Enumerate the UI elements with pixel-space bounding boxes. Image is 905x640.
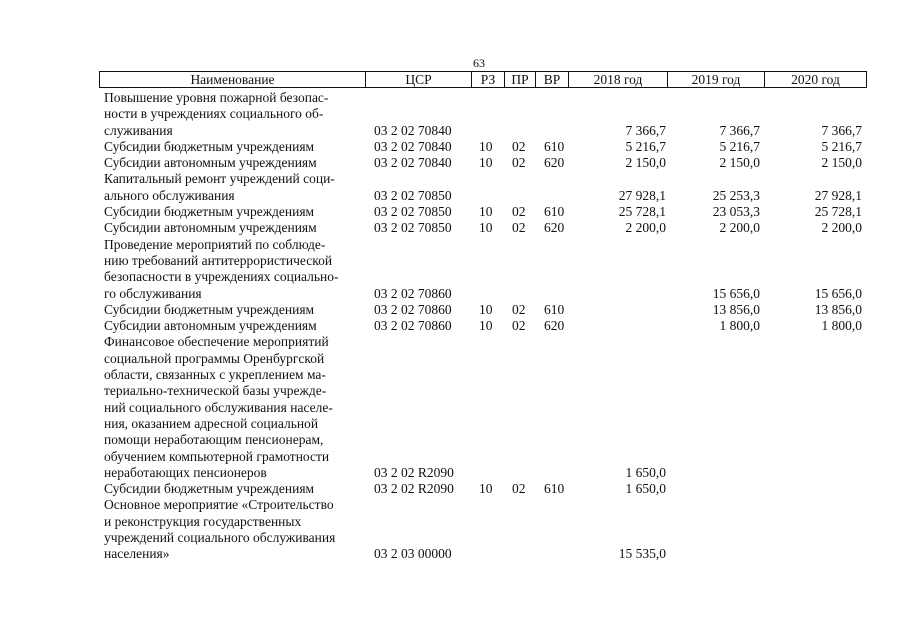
row-rz: 10 [479, 481, 493, 497]
row-pr: 02 [512, 318, 526, 334]
row-name [104, 318, 354, 334]
row-vr: 610 [544, 301, 565, 317]
header-csr: ЦСР [366, 72, 472, 87]
row-name-line: Основное мероприятие «Строительство [104, 497, 334, 513]
row-2020: 15 656,0 [814, 285, 862, 301]
header-2020: 2020 год [791, 72, 840, 87]
row-name-line: ний социального обслуживания населе- [104, 399, 333, 415]
row-2019: 23 053,3 [712, 204, 760, 220]
row-rz: 10 [479, 301, 493, 317]
row-rz: 10 [479, 318, 493, 334]
table-body [0, 90, 905, 563]
row-name-line: служивания [104, 122, 173, 138]
row-vr: 620 [544, 220, 565, 236]
row-name-line: Субсидии бюджетным учреждениям [104, 138, 315, 154]
header-2019: 2019 год [668, 72, 765, 87]
row-name-line: Проведение мероприятий по соблюде- [104, 236, 326, 252]
row-name-line: Субсидии автономным учреждениям [104, 155, 317, 171]
row-2020: 2 150,0 [821, 155, 862, 171]
row-name [104, 220, 354, 236]
header-2018: 2018 год [569, 72, 668, 87]
row-pr: 02 [512, 155, 526, 171]
row-vr: 610 [544, 481, 565, 497]
row-pr: 02 [512, 481, 526, 497]
row-csr: 03 2 02 70860 [374, 285, 452, 301]
table-row [0, 497, 905, 562]
row-2019: 15 656,0 [712, 285, 760, 301]
table-header [99, 71, 867, 88]
row-2018: 1 650,0 [625, 464, 666, 480]
row-pr: 02 [512, 138, 526, 154]
row-2019: 5 216,7 [719, 138, 760, 154]
table-row [0, 204, 905, 220]
row-name [104, 155, 354, 171]
row-name-line: Субсидии автономным учреждениям [104, 220, 317, 236]
row-2020: 1 800,0 [821, 318, 862, 334]
row-2018: 7 366,7 [625, 122, 666, 138]
row-csr: 03 2 02 70840 [374, 122, 452, 138]
row-csr: 03 2 02 70850 [374, 204, 452, 220]
row-name-line: Субсидии бюджетным учреждениям [104, 204, 315, 220]
table-row [0, 90, 905, 139]
row-name-line: Повышение уровня пожарной безопас- [104, 90, 329, 105]
row-name-line: Капитальный ремонт учреждений соци- [104, 171, 335, 187]
row-rz: 10 [479, 204, 493, 220]
row-vr: 610 [544, 138, 565, 154]
row-vr: 610 [544, 204, 565, 220]
row-name [104, 334, 354, 481]
row-name-line: социальной программы Оренбургской [104, 350, 325, 366]
row-name [104, 171, 354, 204]
table-row [0, 481, 905, 497]
row-name-line: Субсидии автономным учреждениям [104, 318, 317, 334]
row-pr: 02 [512, 301, 526, 317]
row-name [104, 481, 354, 497]
row-vr: 620 [544, 155, 565, 171]
row-csr: 03 2 02 R2090 [374, 481, 454, 497]
row-2019: 7 366,7 [719, 122, 760, 138]
table-row [0, 171, 905, 204]
row-2020: 13 856,0 [814, 301, 862, 317]
row-name-line: Субсидии бюджетным учреждениям [104, 301, 315, 317]
row-rz: 10 [479, 138, 493, 154]
row-name-line: Финансовое обеспечение мероприятий [104, 334, 329, 350]
header-name: Наименование [100, 72, 366, 87]
header-rz: РЗ [472, 72, 505, 87]
table-row [0, 139, 905, 155]
header-pr: ПР [505, 72, 536, 87]
row-2020: 5 216,7 [821, 138, 862, 154]
row-2018: 2 150,0 [625, 155, 666, 171]
row-2019: 2 150,0 [719, 155, 760, 171]
row-csr: 03 2 02 70850 [374, 187, 452, 203]
row-name-line: нию требований антитеррористической [104, 252, 333, 268]
row-csr: 03 2 02 70840 [374, 155, 452, 171]
row-name [104, 237, 354, 302]
row-2020: 2 200,0 [821, 220, 862, 236]
row-name-line: го обслуживания [104, 285, 202, 301]
row-name-line: области, связанных с укреплением ма- [104, 367, 326, 383]
row-name-line: обучением компьютерной грамотности [104, 448, 330, 464]
row-2020: 27 928,1 [814, 187, 862, 203]
row-csr: 03 2 02 70840 [374, 138, 452, 154]
row-2018: 2 200,0 [625, 220, 666, 236]
row-name-line: ния, оказанием адресной социальной [104, 415, 319, 431]
row-name-line: териально-технической базы учрежде- [104, 383, 327, 399]
row-name-line: ального обслуживания [104, 187, 235, 203]
row-2019: 13 856,0 [712, 301, 760, 317]
row-csr: 03 2 02 70860 [374, 318, 452, 334]
row-name-line: Субсидии бюджетным учреждениям [104, 481, 315, 497]
row-name-line: ности в учреждениях социального об- [104, 106, 324, 122]
row-2018: 1 650,0 [625, 481, 666, 497]
row-name-line: учреждений социального обслуживания [104, 530, 336, 546]
header-vr: ВР [536, 72, 569, 87]
row-rz: 10 [479, 220, 493, 236]
page-number: 63 [473, 56, 485, 70]
row-name-line: населения» [104, 546, 170, 562]
row-csr: 03 2 03 00000 [374, 546, 452, 562]
row-csr: 03 2 02 R2090 [374, 464, 454, 480]
row-name [104, 302, 354, 318]
row-name-line: и реконструкция государственных [104, 513, 302, 529]
row-2018: 15 535,0 [618, 546, 666, 562]
row-name-line: неработающих пенсионеров [104, 464, 267, 480]
row-2019: 25 253,3 [712, 187, 760, 203]
table-row [0, 237, 905, 302]
row-2018: 25 728,1 [618, 204, 666, 220]
row-2019: 1 800,0 [719, 318, 760, 334]
table-row [0, 302, 905, 318]
table-row [0, 220, 905, 236]
row-vr: 620 [544, 318, 565, 334]
row-2018: 27 928,1 [618, 187, 666, 203]
row-csr: 03 2 02 70850 [374, 220, 452, 236]
table-row [0, 334, 905, 481]
row-name [104, 204, 354, 220]
row-name [104, 497, 354, 562]
row-2018: 5 216,7 [625, 138, 666, 154]
row-pr: 02 [512, 220, 526, 236]
row-rz: 10 [479, 155, 493, 171]
row-csr: 03 2 02 70860 [374, 301, 452, 317]
row-pr: 02 [512, 204, 526, 220]
table-row [0, 155, 905, 171]
row-name-line: помощи неработающим пенсионерам, [104, 432, 324, 448]
row-2019: 2 200,0 [719, 220, 760, 236]
table-row [0, 318, 905, 334]
row-2020: 7 366,7 [821, 122, 862, 138]
row-name [104, 139, 354, 155]
row-name-line: безопасности в учреждениях социально- [104, 269, 339, 285]
row-name [104, 90, 354, 139]
row-2020: 25 728,1 [814, 204, 862, 220]
